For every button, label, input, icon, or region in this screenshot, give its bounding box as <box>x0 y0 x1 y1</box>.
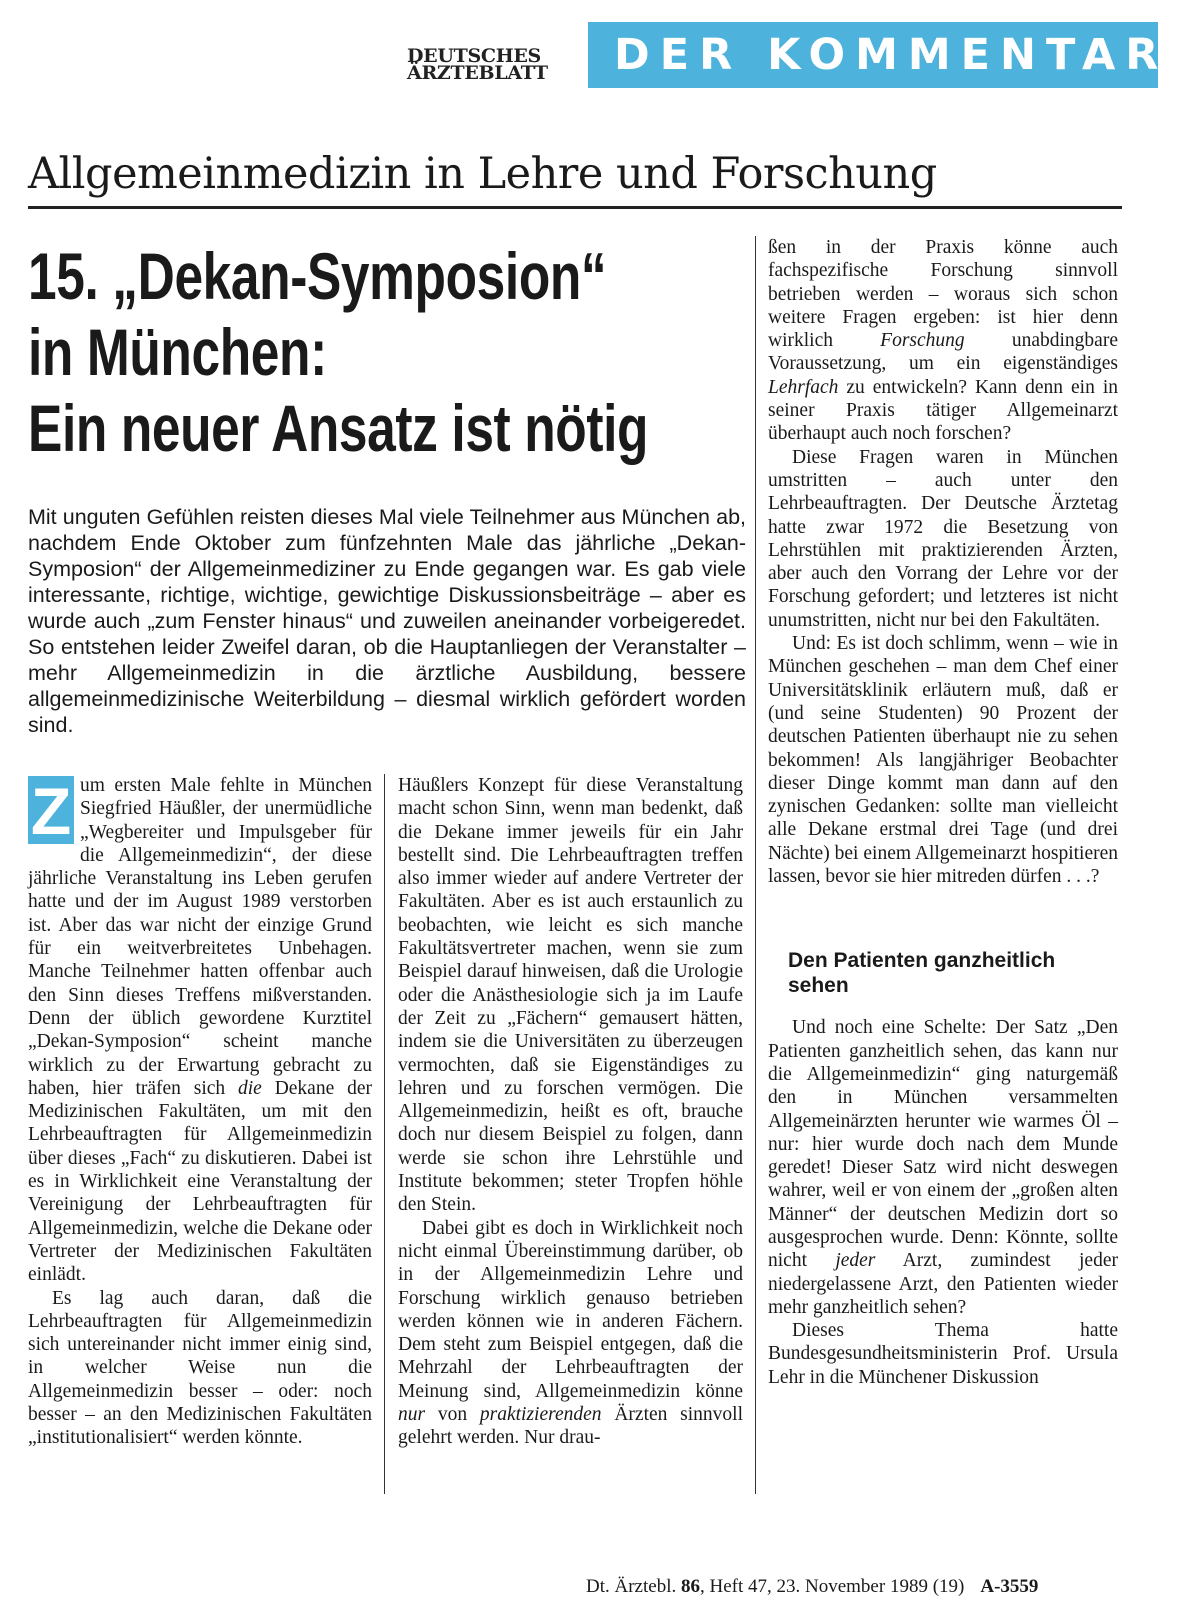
column-3 <box>768 236 1118 1389</box>
article-lead: Mit unguten Gefühlen reisten dieses Mal viele Teilnehmer aus München ab, nachdem Ende Oktober zum fünfzehnten Male das jährliche „Dekan-Symposion“ der Allgemeinmediziner zu Ende gegangen war. Es gab viele interessante, richtige, wichtige, gewichtige Diskussionsbeiträge – aber es wurde auch „zum Fenster hinaus“ und zuweilen aneinander vorbeigeredet. So entstehen leider Zweifel daran, ob die Hauptanliegen der Veranstalter – mehr Allgemeinmedizin in die ärztliche Ausbildung, bessere allgemeinmedizinische Weiterbildung – diesmal wirklich gefördert worden sind. <box>28 505 746 737</box>
kicker-rule <box>28 206 1122 209</box>
col3-paragraph-1: ßen in der Praxis könne auch fachspezifische Forschung sinnvoll betrieben werden – woraus sich schon weitere Fragen ergeben: ist hier denn wirklich Forschung unabdingbare Voraussetzung, um ein eigenständiges Lehrfach zu entwickeln? Kann denn ein in seiner Praxis tätiger Allgemeinarzt überhaupt auch noch forschen? <box>768 237 1118 445</box>
drop-cap: Z <box>28 776 74 844</box>
col1-paragraph-2: Es lag auch daran, daß die Lehrbeauftragten für Allgemeinmedizin sich untereinander nicht immer einig sind, in welcher Weise nun die Allgemeinmedizin besser – oder: noch besser – an den Medizinischen Fakultäten „institutionalisiert“ werden könnte. <box>28 1287 372 1449</box>
col1-paragraph-1: Z um ersten Male fehlte in München Siegfried Häußler, der unermüdliche „Wegbereiter und Impulsgeber für die Allgemeinmedizin“, der diese jährliche Veranstaltung ins Leben gerufen hatte und der im August 1989 verstorben ist. Aber das war nicht der einzige Grund für ein weitverbreitetes Unbehagen. Manche Teilnehmer hatten offenbar auch den Sinn dieses Treffens mißverstanden. Denn der üblich gewordene Kurztitel „Dekan-Symposion“ scheint manche wirklich zu der Erwartung gebracht zu haben, hier träfen sich die Dekane der Medizinischen Fakultäten, um mit den Lehrbeauftragten für Allgemeinmedizin über dieses „Fach“ zu diskutieren. Dabei ist es in Wirklichkeit eine Veranstaltung der Vereinigung der Lehrbeauftragten für Allgemeinmedizin, welche die Dekane oder Vertreter der Medizinischen Fakultäten einlädt. <box>28 774 372 1286</box>
section-subhead: Den Patienten ganzheitlich sehen <box>788 949 1056 998</box>
footer-issue: , Heft 47, 23. November 1989 (19) <box>699 1576 965 1597</box>
section-banner: DER KOMMENTAR <box>588 22 1158 88</box>
headline-line-3: Ein neuer Ansatz ist nötig <box>28 391 649 465</box>
page-number: A-3559 <box>980 1576 1039 1597</box>
headline-line-1: 15. „Dekan-Symposion“ <box>28 239 607 313</box>
col3-paragraph-2: Diese Fragen waren in München umstritten – auch unter den Lehrbeauftragten. Der Deutsche Ärztetag hatte zwar 1972 die Besetzung von Lehrstühlen mit praktizierenden Ärzten, aber auch den Vorrang der Lehre vor der Forschung gefordert; und letzteres ist nicht unumstritten, nicht nur bei den Fakultäten. <box>768 446 1118 631</box>
col2-paragraph-2: Dabei gibt es doch in Wirklichkeit noch nicht einmal Übereinstimmung darüber, ob in der Allgemeinmedizin Lehre und Forschung wirklich genauso betrieben werden können wie in anderen Fächern. Dem steht zum Beispiel entgegen, daß die Mehrzahl der Lehrbeauftragten der Meinung sind, Allgemeinmedizin könne nur von praktizierenden Ärzten sinnvoll gelehrt werden. Nur drau- <box>398 1217 743 1449</box>
footer-journal: Dt. Ärztebl. <box>586 1576 681 1597</box>
article-headline <box>28 238 758 466</box>
col3-paragraph-3: Und: Es ist doch schlimm, wenn – wie in München geschehen – man dem Chef einer Universitätsklinik erläutern muß, daß er (und seine Studenten) 90 Prozent der deutschen Patienten überhaupt nie zu sehen bekommen! Als langjähriger Beobachter dieser Dinge kommt man dann auf den zynischen Gedanken: sollte man vielleicht alle Dekane erstmal drei Tage (und drei Nächte) bei einem Allgemeinarzt hospitieren lassen, bevor sie hier mitreden dürfen . . .? <box>768 633 1118 888</box>
masthead-line-1: DEUTSCHES <box>407 45 541 67</box>
footer-volume: 86 <box>680 1576 700 1597</box>
column-divider-2 <box>755 236 756 1494</box>
page-footer <box>586 1576 1038 1598</box>
col3-paragraph-4: Und noch eine Schelte: Der Satz „Den Patienten ganzheitlich sehen, das kann nur die Allgemeinmedizin“ ging naturgemäß den in München versammelten Allgemeinärzten herunter wie warmes Öl – nur: hier wurde doch nach dem Munde geredet! Dieser Satz wird nicht deswegen wahrer, weil er von einem der „großen alten Männer“ der deutschen Medizin dort so ausgesprochen wurde. Denn: Könnte, sollte nicht jeder Arzt, zumindest jeder niedergelassene Arzt, den Patienten wieder mehr ganzheitlich sehen? <box>768 1017 1118 1318</box>
col2-paragraph-1: Häußlers Konzept für diese Veranstaltung macht schon Sinn, wenn man bedenkt, daß die Dekane immer jeweils für ein Jahr bestellt sind. Die Lehrbeauftragten treffen also immer wieder auf andere Vertreter der Fakultäten. Aber es ist auch erstaunlich zu beobachten, wie leicht es sich manche Fakultätsvertreter machen, wenn sie zum Beispiel darauf hinweisen, daß die Urologie oder die Anästhesiologie sich ja im Laufe der Zeit zu „Fächern“ gemausert hätten, indem sie die Universitäten zu überzeugen vermochten, daß sie Eigenständiges zu lehren und zu forschen vermögen. Die Allgemeinmedizin, heißt es oft, brauche doch nur diesem Beispiel zu folgen, dann werde sie schon ihre Lehrstühle und Institute bekommen; steter Tropfen höhle den Stein. <box>398 775 743 1216</box>
column-2 <box>398 774 743 1450</box>
masthead-logo <box>407 45 548 84</box>
masthead-line-2: ÄRZTEBLATT <box>407 62 548 84</box>
column-1 <box>28 774 372 1450</box>
headline-line-2: in München: <box>28 315 327 389</box>
column-divider-1 <box>384 774 385 1494</box>
col3-paragraph-5: Dieses Thema hatte Bundesgesundheitsministerin Prof. Ursula Lehr in die Münchener Diskussion <box>768 1320 1118 1388</box>
article-kicker: Allgemeinmedizin in Lehre und Forschung <box>28 149 937 199</box>
